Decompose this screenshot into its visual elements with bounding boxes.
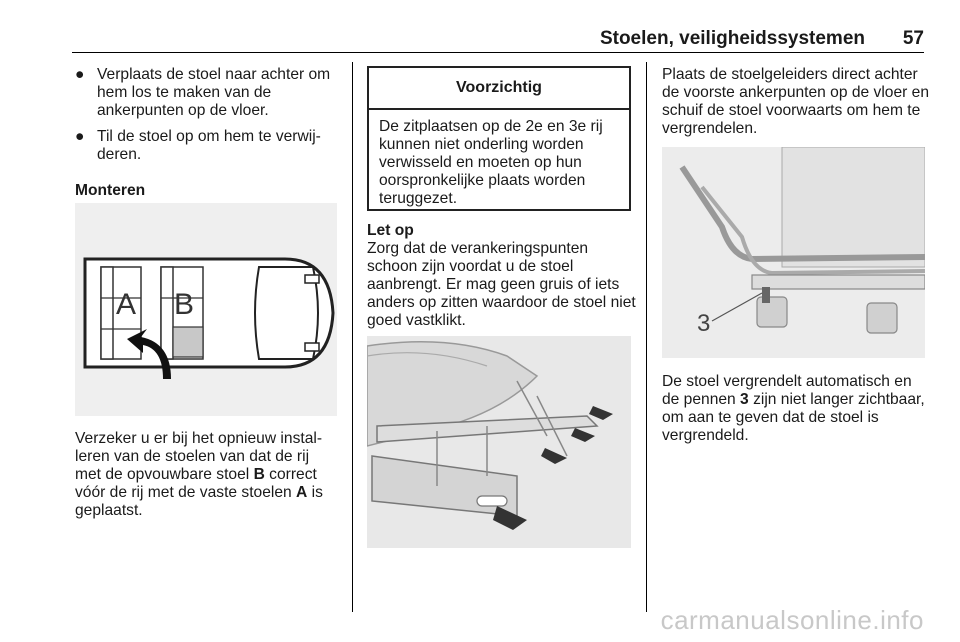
seat-layout-figure: [75, 203, 337, 416]
caution-title: Voorzichtig: [369, 68, 629, 110]
subheading: Monteren: [75, 182, 146, 199]
caution-box: [367, 66, 631, 211]
van-diagram: [75, 203, 337, 416]
caution-text: De zitplaatsen op de 2e en 3e rij kunnen niet onderling worden verwisseld en moeten op hun oorspronkelijke plaats worden teruggezet.: [379, 118, 603, 207]
section-title: Stoelen, veiligheidssystemen: [599, 28, 865, 49]
bullet-text: Til de stoel op om hem te verwij‐ deren.: [97, 128, 321, 163]
header-rule: [72, 52, 924, 53]
column-divider-2: [646, 62, 647, 612]
seat-label-b: B: [174, 288, 195, 321]
lock-paragraph: De stoel vergrendelt automatisch en de pennen 3 zijn niet langer zichtbaar, om aan te geven dat de stoel is vergrendeld.: [662, 373, 925, 444]
watermark: carmanualsonline.info: [660, 605, 924, 635]
note-block: [367, 222, 637, 330]
pin-callout-label: 3: [697, 310, 711, 337]
note-text: Zorg dat de verankeringspunten schoon zijn voordat u de stoel aanbrengt. Er mag geen gruis of iets anders op zitten waardoor de stoel niet goed vastklikt.: [367, 240, 636, 329]
reinstall-paragraph: Verzeker u er bij het opnieuw instal‐ leren van de stoelen van dat de rij met de opvouwbare stoel B correct vóór de rij met de vaste stoelen A is geplaatst.: [75, 430, 323, 519]
bullet-item: [75, 128, 337, 164]
seat-rails-figure: [367, 336, 631, 548]
bullet-icon: ●: [75, 128, 85, 145]
bullet-text: Verplaats de stoel naar achter om hem los te maken van de ankerpunten op de vloer.: [97, 66, 331, 119]
column-divider-1: [352, 62, 353, 612]
bullet-item: [75, 66, 337, 120]
seat-label-a: A: [116, 288, 137, 321]
page-number: 57: [902, 28, 924, 49]
seat-rails-illustration: [367, 336, 631, 548]
note-title: Let op: [367, 222, 414, 239]
bullet-icon: ●: [75, 66, 85, 83]
guide-paragraph: Plaats de stoelgeleiders direct achter de voorste ankerpunten op de vloer en schuif de stoel voorwaarts om hem te vergrendelen.: [662, 66, 930, 137]
column-left: [75, 66, 337, 200]
